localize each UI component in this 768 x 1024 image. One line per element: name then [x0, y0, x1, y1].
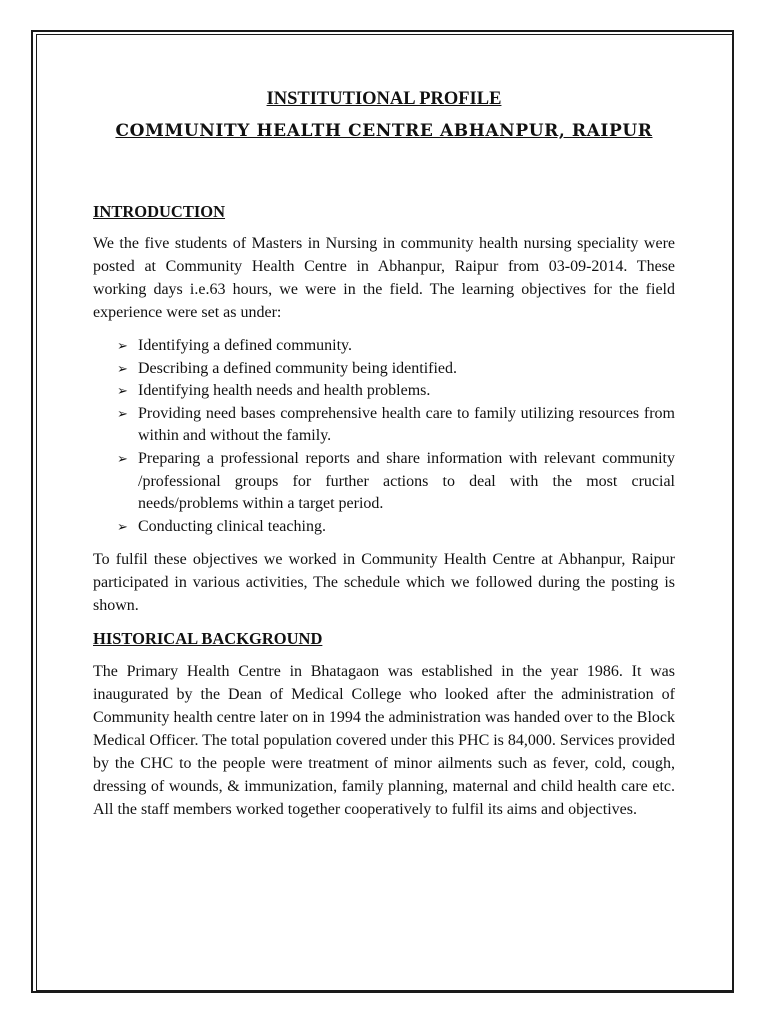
arrow-bullet-icon: ➢: [117, 518, 128, 534]
list-item: ➢ Providing need bases comprehensive health care to family utilizing resources from within and without the family.: [117, 404, 675, 445]
document-subtitle: COMMUNITY HEALTH CENTRE ABHANPUR, RAIPUR: [115, 121, 653, 141]
introduction-paragraph: We the five students of Masters in Nursing in community health nursing speciality were posted at Community Health Centre in Abhanpur, Raipur from 03-09-2014. These working days i.e.63 hours, we were in the field. The learning objectives for the field experience were set as under:: [93, 235, 675, 321]
arrow-bullet-icon: ➢: [117, 450, 128, 466]
document-title: INSTITUTIONAL PROFILE: [266, 89, 502, 109]
arrow-bullet-icon: ➢: [117, 360, 128, 376]
list-item: ➢ Identifying a defined community.: [93, 335, 675, 358]
historical-background-heading: HISTORICAL BACKGROUND: [93, 629, 323, 649]
introduction-heading: INTRODUCTION: [93, 202, 226, 221]
introduction-closing-paragraph: To fulfil these objectives we worked in Community Health Centre at Abhanpur, Raipur participated in various activities, The schedule which we followed during the posting is shown.: [93, 551, 675, 615]
list-item: ➢ Identifying health needs and health problems.: [93, 380, 675, 403]
document-body: [93, 86, 675, 821]
arrow-bullet-icon: ➢: [117, 405, 128, 421]
list-item: ➢ Preparing a professional reports and share information with relevant community /professional groups for further actions to deal with the most crucial needs/problems within a target period.: [117, 449, 675, 513]
list-item: ➢ Conducting clinical teaching.: [93, 516, 675, 539]
arrow-bullet-icon: ➢: [117, 383, 128, 399]
list-item: ➢ Describing a defined community being identified.: [93, 358, 675, 381]
objectives-list: [93, 335, 675, 538]
arrow-bullet-icon: ➢: [117, 338, 128, 353]
historical-background-paragraph: The Primary Health Centre in Bhatagaon was established in the year 1986. It was inaugurated by the Dean of Medical College who looked after the administration of Community health centre later on in 1994 the administration was handed over to the Block Medical Officer. The total population covered under this PHC is 84,000. Services provided by the CHC to the people were treatment of minor ailments such as fever, cold, cough, dressing of wounds, & immunization, family planning, maternal and child health care etc. All the staff members worked together cooperatively to fulfil its aims and objectives.: [93, 663, 675, 819]
